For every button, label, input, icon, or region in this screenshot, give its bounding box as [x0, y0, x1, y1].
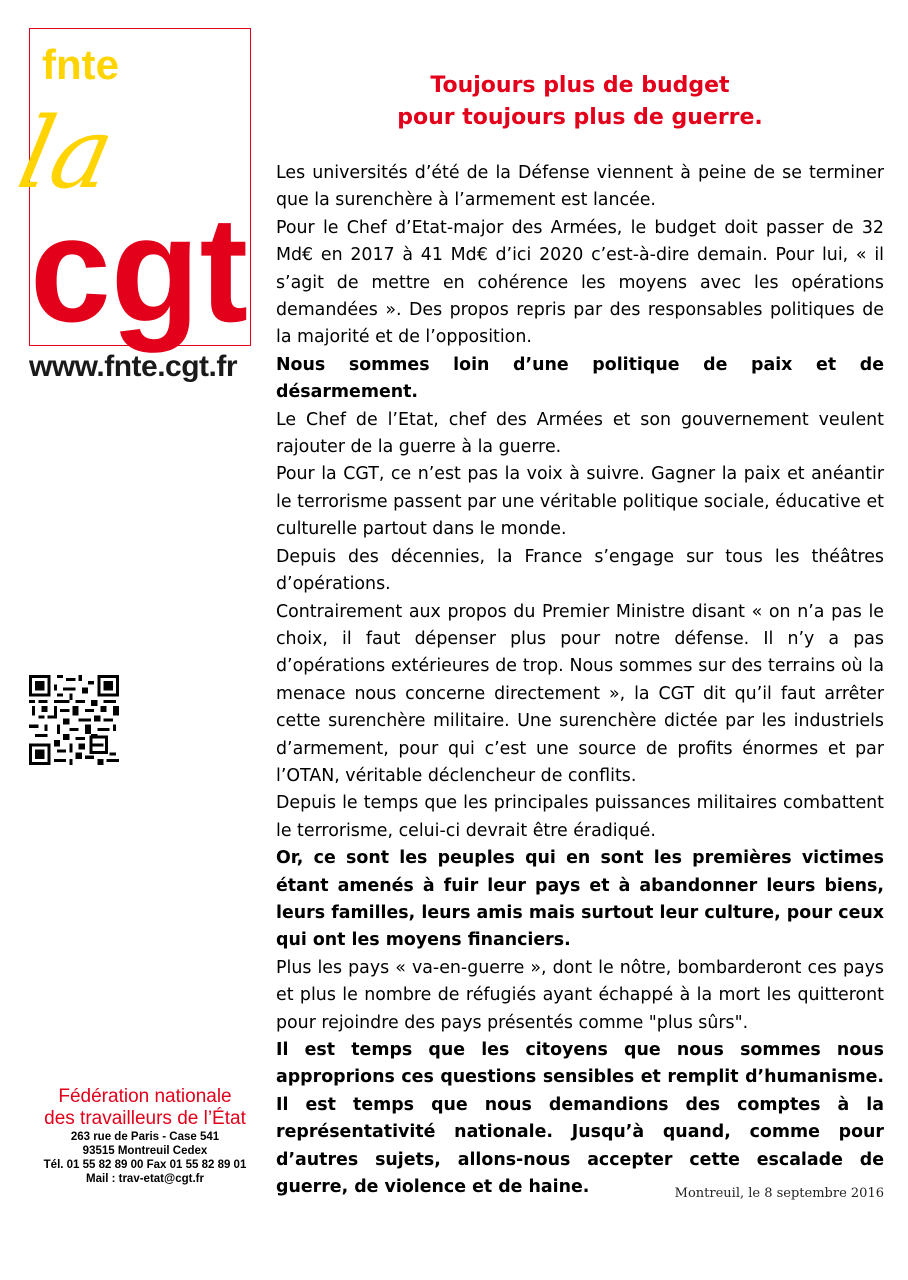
paragraph: Contrairement aux propos du Premier Ministre disant « on n’a pas le choix, il faut dépenser plus pour notre défense. Il n’y a pas d’opérations extérieures de trop. Nous sommes sur des terrains où la menace nous concerne directement », la CGT dit qu’il faut arrêter cette surenchère militaire. Une surenchère dictée par les industriels d’armement, pour qui c’est une source de profits énormes et par l’OTAN, véritable déclencheur de conflits.: [276, 601, 884, 786]
paragraph: Depuis le temps que les principales puissances militaires combattent le terrorisme, celui-ci devrait être éradiqué.: [276, 793, 884, 841]
paragraph: Pour le Chef d’Etat-major des Armées, le budget doit passer de 32 Md€ en 2017 à 41 Md€ d’ici 2020 c’est-à-dire demain. Pour lui, « il s’agit de mettre en cohérence les moyens avec les opérations demandées ». Des propos repris par des responsables politiques de la majorité et de l’opposition.: [276, 217, 884, 348]
article-title-line1: Toujours plus de budget: [430, 73, 730, 98]
paragraph: Depuis des décennies, la France s’engage sur tous les théâtres d’opérations.: [276, 546, 884, 595]
federation-name-line1: Fédération nationale: [58, 1086, 232, 1107]
federation-name-line2: des travailleurs de l’État: [44, 1108, 246, 1129]
paragraph-bold: Il est temps que les citoyens que nous sommes nous approprions ces questions sensibles et remplit d’humanisme. Il est temps que nous demandions des comptes à la représentativité nationale. Jusqu’à quand, comme pour d’autres sujets, allons-nous accepter cette escalade de guerre, de violence et de haine.: [276, 1040, 884, 1198]
logo-cgt-text: cgt: [30, 185, 248, 353]
paragraph-bold: Nous sommes loin d’une politique de paix et de désarmement.: [276, 354, 884, 403]
paragraph: Le Chef de l’Etat, chef des Armées et son gouvernement veulent rajouter de la guerre à la guerre.: [276, 409, 884, 458]
paragraph: Pour la CGT, ce n’est pas la voix à suivre. Gagner la paix et anéantir le terrorisme passent par une véritable politique sociale, éducative et culturelle partout dans le monde.: [276, 464, 884, 540]
federation-address-line1: 263 rue de Paris - Case 541: [70, 1131, 220, 1143]
federation-mail[interactable]: Mail : trav-etat@cgt.fr: [86, 1173, 204, 1185]
paragraph-bold: Or, ce sont les peuples qui en sont les premières victimes étant amenés à fuir leur pays et à abandonner leurs biens, leurs familles, leurs amis mais surtout leur culture, pour ceux qui ont les moyens financiers.: [276, 848, 884, 951]
federation-contact: [24, 1086, 266, 1186]
logo-la-script: la: [9, 97, 124, 211]
signoff-date: Montreuil, le 8 septembre 2016: [674, 1186, 884, 1201]
federation-address-line2: 93515 Montreuil Cedex: [82, 1145, 208, 1157]
article-body: [276, 160, 884, 1201]
website-url[interactable]: www.fnte.cgt.fr: [29, 350, 238, 383]
cgt-logo: [9, 28, 251, 353]
paragraph: Les universités d’été de la Défense viennent à peine de se terminer que la surenchère à l’armement est lancée.: [276, 163, 884, 211]
article-title: [275, 70, 885, 134]
qr-code: [29, 675, 119, 765]
cgt-logo-artwork: [9, 29, 252, 353]
federation-phone-fax: Tél. 01 55 82 89 00 Fax 01 55 82 89 01: [43, 1159, 247, 1171]
logo-fnte-text: fnte: [42, 41, 119, 88]
paragraph: Plus les pays « va-en-guerre », dont le nôtre, bombarderont ces pays et plus le nombre de réfugiés ayant échappé à la mort les quitteront pour rejoindre des pays présentés comme "plus sûrs".: [276, 957, 884, 1033]
article-title-line2: pour toujours plus de guerre.: [397, 105, 763, 130]
